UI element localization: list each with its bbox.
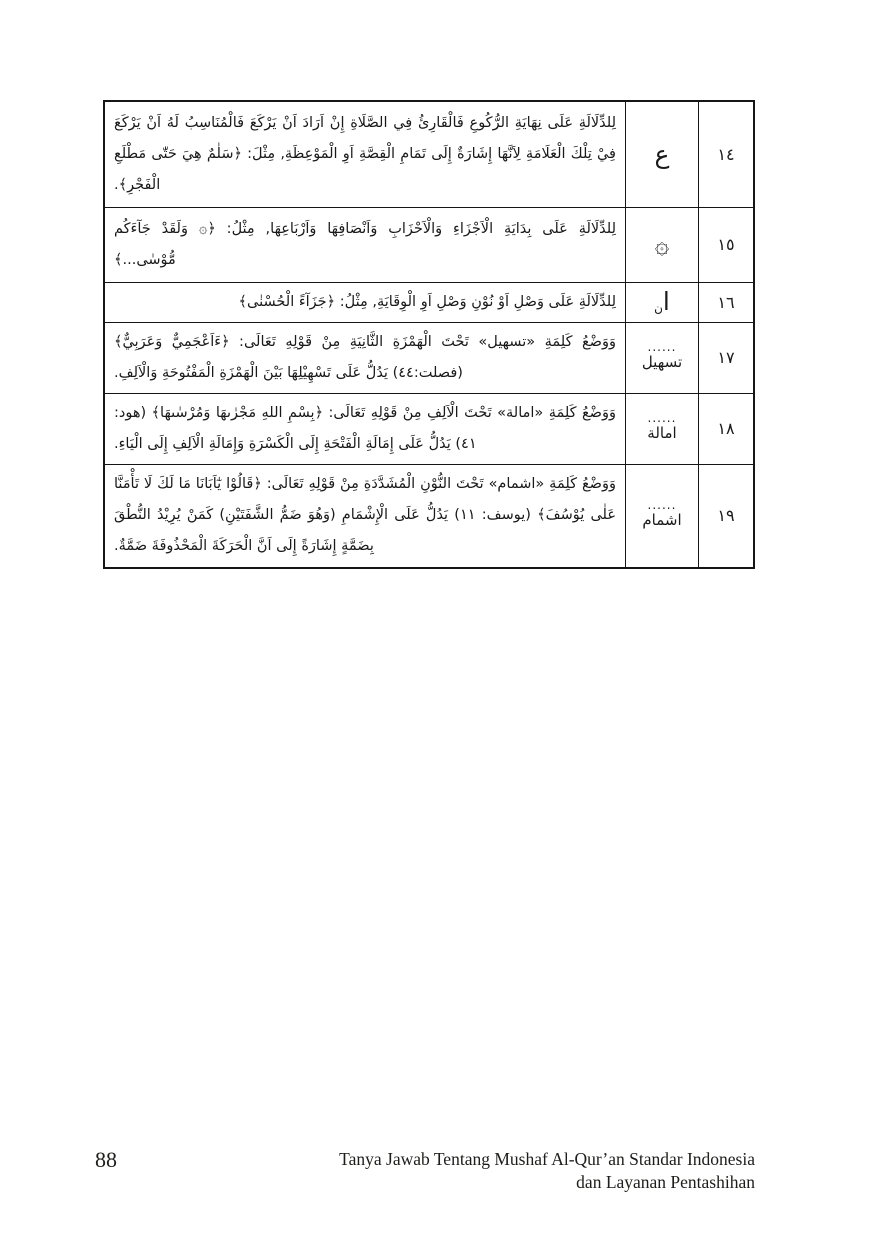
row-description: وَوَضْعُ كَلِمَةِ «اشمام» تَحْتَ النُّوْنِ الْمُشَدَّدَةِ مِنْ قَوْلِهِ تَعَالَى: ﴿قَالُوْا يٰٓاَبَانَا مَا لَكَ لَا تَأْمَنَّا عَلٰى يُوْسُفَ﴾ (يوسف: ١١) يَدُلُّ عَلَى الْإِشْمَامِ (وَهُوَ ضَمُّ الشَّفَتَيْنِ) كَمَنْ يُرِيْدُ النُّطْقَ بِضَمَّةٍ إِشَارَةً إِلَى اَنَّ الْحَرَكَةَ الْمَحْذُوفَةَ ضَمَّةٌ.: [104, 464, 626, 568]
row-description: وَوَضْعُ كَلِمَةِ «تسهيل» تَحْتَ الْهَمْزَةِ الثَّانِيَةِ مِنْ قَوْلِهِ تَعَالَى: ﴿ءَاَعْجَمِيٌّ وَعَرَبِيٌّ﴾ (فصلت:٤٤) يَدُلُّ عَلَى تَسْهِيْلِهَا بَيْنَ الْهَمْزَةِ الْمَفْتُوحَةِ وَالْاَلِفِ.: [104, 322, 626, 393]
sign-dots: ......: [647, 498, 677, 513]
row-description: لِلدِّلَالَةِ عَلَى نِهَايَةِ الرُّكُوعِ فَالْقَارِئُ فِي الصَّلَاةِ إِنْ اَرَادَ اَنْ يَرْكَعَ فَالْمُنَاسِبُ لَهُ اَنْ يَرْكَعَ فِيْ تِلْكَ الْعَلَامَةِ لِاَنَّهَا إِشَارَةٌ إِلَى تَمَامِ الْقِصَّةِ اَوِ الْمَوْعِظَةِ, مِثْلَ: ﴿سَلٰمٌ هِيَ حَتّٰى مَطْلَعِ الْفَجْرِ﴾.: [104, 101, 626, 207]
sign-glyph: ۞: [654, 229, 670, 259]
ruku-ain-sign-icon: [626, 101, 699, 207]
book-title: [339, 1148, 755, 1194]
rub-el-hizb-sign-icon: [626, 207, 699, 282]
quran-signs-table: [103, 100, 755, 569]
sign-dots: ......: [647, 411, 677, 425]
tashil-sign-icon: [626, 322, 699, 393]
table-row-18: [104, 393, 754, 464]
table-row-16: [104, 282, 754, 322]
row-number: ١٨: [699, 393, 755, 464]
sign-glyph: اشمام: [642, 511, 682, 530]
table-row-15: [104, 207, 754, 282]
book-title-line-2: dan Layanan Pentashihan: [576, 1172, 755, 1192]
row-number: ١٤: [699, 101, 755, 207]
row-number: ١٦: [699, 282, 755, 322]
page-footer: [95, 1148, 755, 1194]
sign-dots: ......: [647, 340, 677, 354]
table-row-19: [104, 464, 754, 568]
row-description: لِلدِّلَالَةِ عَلَى وَصْلِ اَوْ نُوْنِ وَصْلِ اَوِ الْوِقَايَةِ, مِثْلُ: ﴿جَزَآءً الْحُسْنٰى﴾: [104, 282, 626, 322]
row-number: ١٥: [699, 207, 755, 282]
book-title-line-1: Tanya Jawab Tentang Mushaf Al-Qur’an Standar Indonesia: [339, 1149, 755, 1169]
ishmam-sign-icon: [626, 464, 699, 568]
sign-glyph: تسهيل: [641, 353, 683, 371]
row-description: وَوَضْعُ كَلِمَةِ «امالة» تَحْتَ الْاَلِفِ مِنْ قَوْلِهِ تَعَالَى: ﴿بِسْمِ اللهِ مَجْرٰىهَا وَمُرْسٰىهَا﴾ (هود: ٤١) يَدُلُّ عَلَى إِمَالَةِ الْفَتْحَةِ إِلَى الْكَسْرَةِ وَإِمَالَةِ الْاَلِفِ إِلَى الْيَاءِ.: [104, 393, 626, 464]
sign-glyph: ا: [662, 287, 670, 317]
sign-glyph: امالة: [647, 424, 677, 442]
table-row-14: [104, 101, 754, 207]
row-number: ١٩: [699, 464, 755, 568]
row-description: لِلدِّلَالَةِ عَلَى بِدَايَةِ الْاَجْزَاءِ وَالْاَحْزَابِ وَاَنْصَافِهَا وَاَرْبَاعِهَا, مِثْلُ: ﴿۞ وَلَقَدْ جَآءَكُم مُّوْسٰى...﴾: [104, 207, 626, 282]
sign-small-glyph: ن: [654, 301, 663, 316]
table-row-17: [104, 322, 754, 393]
imalah-sign-icon: [626, 393, 699, 464]
page-number: 88: [95, 1147, 117, 1172]
sign-glyph: ع: [654, 139, 670, 169]
wasl-small-nun-sign-icon: [626, 282, 699, 322]
row-number: ١٧: [699, 322, 755, 393]
